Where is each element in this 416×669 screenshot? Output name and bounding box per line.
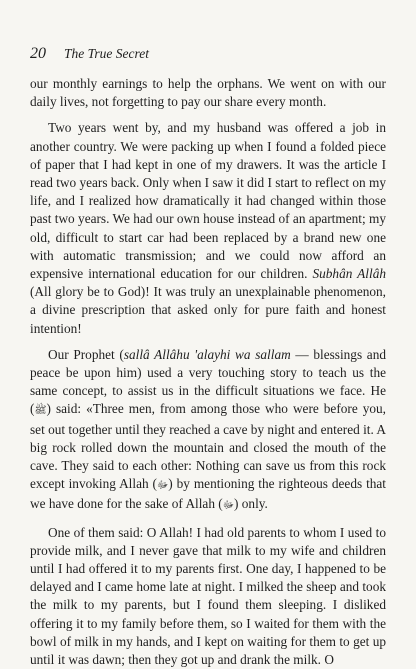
paragraph-3-lead: Our Prophet ( — [48, 346, 124, 362]
paragraph-3-part-2: ) said: «Three men, from among those who were before you, set out together until they reached a cave by night and entered it. A big rock rolled down the mountain and closed the mouth of the cave. They said to each other: Nothing can save us from this rock except invoking Allah ( — [30, 401, 386, 492]
paragraph-2-italic-phrase: Subhân Allâh — [312, 266, 386, 282]
honorific-icon: ﷻ — [156, 480, 169, 492]
page-number: 20 — [30, 45, 46, 62]
paragraph-1 — [30, 75, 386, 111]
paragraph-3-part-3: ) by mentioning the righteous deeds that we have done for the sake of Allah ( — [30, 476, 387, 512]
paragraph-4-text: One of them said: O Allah! I had old parents to whom I used to provide milk, and I never gave that milk to my wife and children until I had offered it to my parents first. One day, I happened to be delayed and I came home late at night. I milked the sheep and took the milk to my parents, but I found them sleeping. I disliked offering it to my family before them, so I waited for them with the bowl of milk in my hands, and I kept on waiting for them to get up until it was dawn; then they got up and drank the milk. O — [30, 524, 386, 668]
running-head — [30, 45, 386, 63]
body-text — [30, 75, 386, 669]
paragraph-2 — [30, 119, 386, 337]
paragraph-2-tail: (All glory be to God)! It was truly an unexplainable phenomenon, a divine prescription that asked only for pure faith and honest intention! — [30, 284, 386, 336]
paragraph-3-end: ) only. — [234, 496, 268, 512]
book-title: The True Secret — [64, 46, 149, 61]
paragraph-4 — [30, 524, 386, 669]
honorific-icon: ﷻ — [222, 500, 235, 512]
paragraph-1-text: our monthly earnings to help the orphans. We went on with our daily lives, not forgetting to pay our share every month. — [30, 76, 386, 110]
salawat-phrase: sallâ Allâhu 'alayhi wa sallam — [123, 346, 291, 362]
paragraph-3 — [30, 346, 386, 516]
paragraph-3-part-1: — blessings and peace be upon him) used a very touching story to teach us the same concept, to assist us in the difficult situations we face. He ( — [30, 346, 386, 417]
honorific-icon: ﷺ — [34, 405, 47, 417]
paragraph-2-text: Two years went by, and my husband was offered a job in another country. We were packing up when I found a folded piece of paper that I had kept in one of my drawers. It was the article I read two years back. Only when I saw it did I start to reflect on my life, and I realized how dramatically it had changed within those past two years. We had our own house instead of an apartment; my old, difficult to start car had been replaced by a brand new one with automatic transmission; and we could now afford an expensive international education for our children. — [30, 120, 386, 282]
